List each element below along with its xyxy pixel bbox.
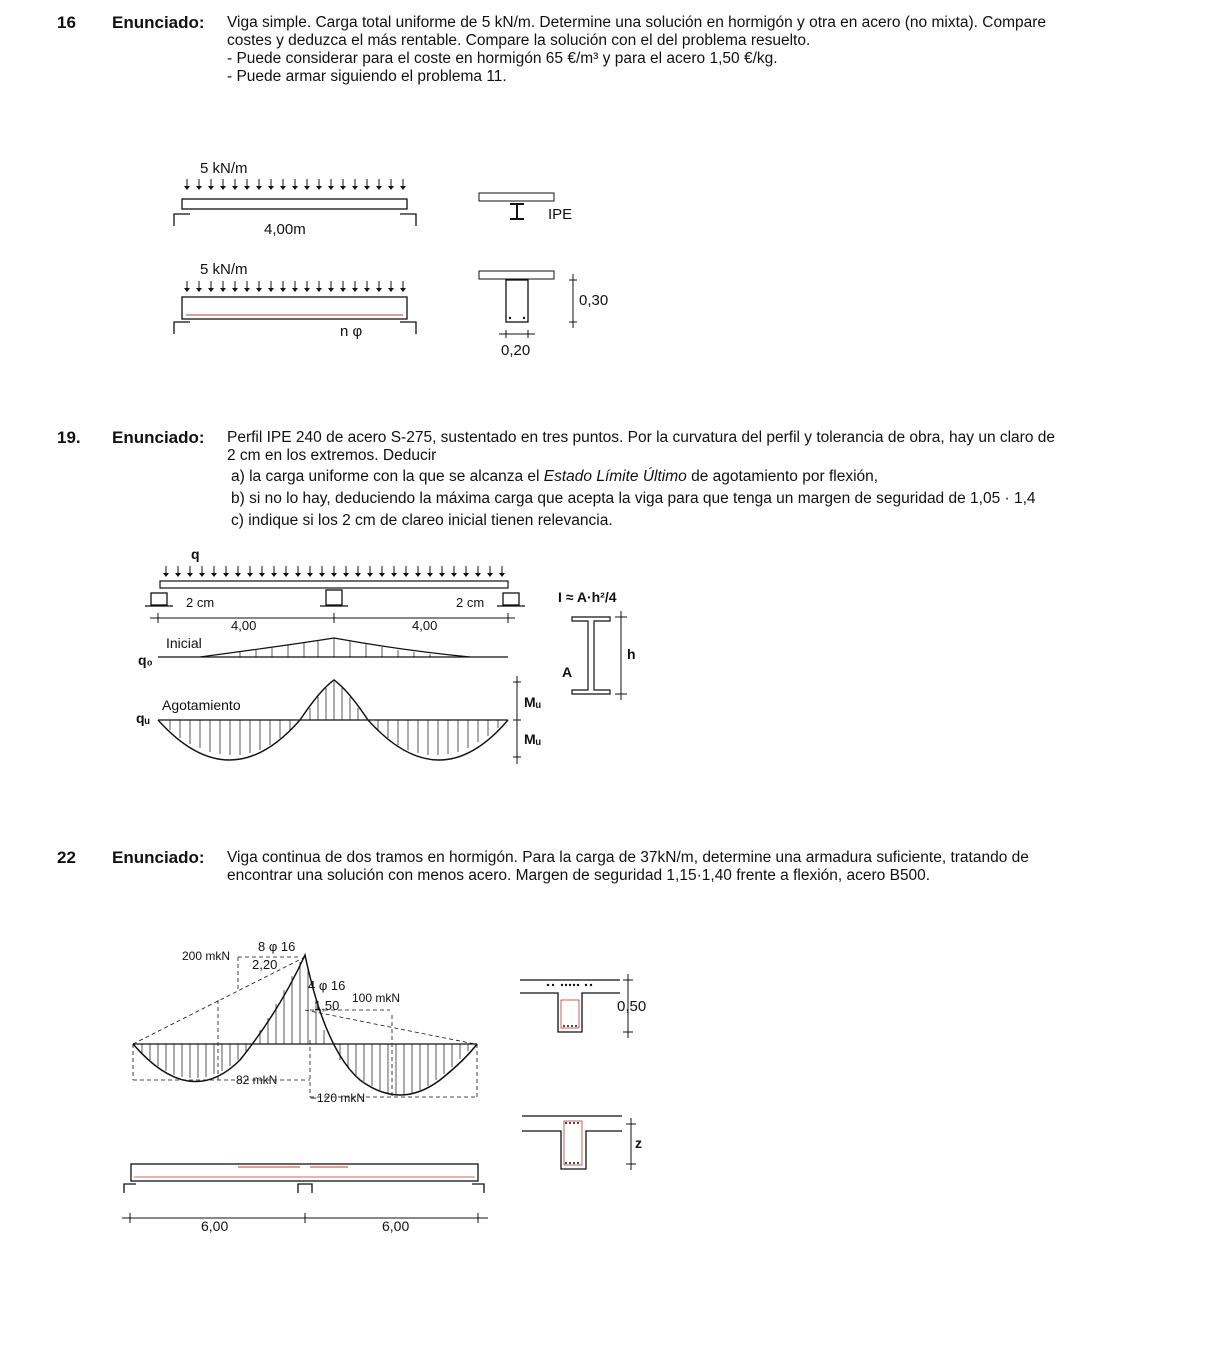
t-section-bottom xyxy=(522,1116,622,1169)
steel-beam xyxy=(182,199,407,209)
problem-19-figure xyxy=(0,540,1211,780)
slab-flange xyxy=(479,193,554,201)
moment-label-200: 200 mkN xyxy=(182,949,231,963)
support-left xyxy=(174,214,190,226)
failure-label: Agotamiento xyxy=(162,697,241,713)
load-label: 5 kN/m xyxy=(200,160,248,177)
a-label: A xyxy=(562,664,573,680)
problem-22-label: Enunciado: xyxy=(112,848,205,867)
q-label: q xyxy=(191,546,200,562)
depth-label: 0,50 xyxy=(617,998,647,1015)
problem-19-number: 19. xyxy=(57,428,81,447)
statement-line: 2 cm en los extremos. Deducir xyxy=(227,447,437,464)
gap-label-left: 2 cm xyxy=(186,595,215,610)
problem-16-figure xyxy=(0,0,1211,420)
moment-label-120: −120 mkN xyxy=(310,1091,366,1105)
span-label: 6,00 xyxy=(201,1218,229,1234)
initial-moment-curve xyxy=(200,638,470,657)
statement-line: Viga simple. Carga total uniforme de 5 kN/m. Determine una solución en hormigón y otra en acero (no mixta). Compare xyxy=(227,14,1047,31)
t-section-top xyxy=(520,980,620,1032)
item-c: c) indique si los 2 cm de clareo inicial tienen relevancia. xyxy=(231,512,613,529)
moment-hatching xyxy=(170,682,498,755)
span-label: 4,00m xyxy=(264,221,306,238)
dashed-reference-lines xyxy=(133,957,477,1097)
concrete-section xyxy=(506,280,528,322)
ipe-beam xyxy=(160,581,508,588)
span-dimension xyxy=(122,1213,488,1223)
length-label-220: 2,20 xyxy=(252,957,278,972)
problem-19-statement xyxy=(227,429,1055,465)
i-section-icon xyxy=(572,617,610,694)
height-label: 0,30 xyxy=(579,292,609,309)
gap-label-right: 2 cm xyxy=(456,595,485,610)
load-label: 5 kN/m xyxy=(200,261,248,278)
span-label: 4,00 xyxy=(412,618,438,633)
bars-label: n φ xyxy=(340,323,363,340)
statement-line: costes y deduzca el más rentable. Compare la solución con el del problema resuelto. xyxy=(227,32,811,49)
height-dimension xyxy=(569,274,577,328)
h-label: h xyxy=(627,646,636,662)
ipe-section-icon xyxy=(510,204,524,219)
bars-label-8: 8 φ 16 xyxy=(258,939,296,954)
moment-label-82: 82 mkN xyxy=(236,1073,278,1087)
concrete-beam xyxy=(182,297,407,319)
width-label: 0,20 xyxy=(501,342,531,359)
item-b: b) si no lo hay, deduciendo la máxima carga que acepta la viga para que tenga un margen de seguridad de 1,05 · 1,4 xyxy=(231,490,1036,507)
bars-label-4: 4 φ 16 xyxy=(308,978,346,993)
problem-16-number: 16 xyxy=(57,13,76,32)
mu-top-label: Mᵤ xyxy=(524,694,541,710)
formula-label: I ≈ A·h²/4 xyxy=(558,589,617,605)
length-label-150: 1,50 xyxy=(314,998,340,1013)
problem-22-number: 22 xyxy=(57,848,76,867)
support-right xyxy=(400,322,416,334)
h-dimension xyxy=(615,611,627,700)
profile-label: IPE xyxy=(548,206,573,223)
initial-label: Inicial xyxy=(166,635,202,651)
statement-line: - Puede armar siguiendo el problema 11. xyxy=(227,68,507,85)
problem-16-label: Enunciado: xyxy=(112,13,205,32)
problem-22-figure xyxy=(0,930,1211,1250)
statement-line: Viga continua de dos tramos en hormigón. Para la carga de 37kN/m, determine una armadura suficiente, tratando de xyxy=(227,849,1029,866)
supports xyxy=(124,1184,484,1193)
continuous-beam xyxy=(131,1164,478,1181)
span-dimension xyxy=(150,613,515,623)
width-dimension xyxy=(499,330,535,338)
z-label: z xyxy=(635,1135,642,1151)
problem-22-statement xyxy=(227,849,1029,885)
statement-line: Perfil IPE 240 de acero S-275, sustentado en tres puntos. Por la curvatura del perfil y tolerancia de obra, hay un claro de xyxy=(227,429,1056,446)
moment-hatching xyxy=(142,962,468,1095)
span-label: 4,00 xyxy=(231,618,257,633)
moment-label-100: 100 mkN xyxy=(352,991,401,1005)
support-left xyxy=(174,322,190,334)
support-right xyxy=(400,214,416,226)
moment-dimension xyxy=(513,676,521,764)
slab-flange xyxy=(479,271,554,279)
statement-line: encontrar una solución con menos acero. Margen de seguridad 1,15·1,40 frente a flexión, acero B500. xyxy=(227,867,931,884)
span-label: 6,00 xyxy=(382,1218,410,1234)
statement-line: - Puede considerar para el coste en hormigón 65 €/m³ y para el acero 1,50 €/kg. xyxy=(227,50,778,67)
moment-diagram-curve xyxy=(133,955,477,1095)
item-a: a) la carga uniforme con la que se alcanza el Estado Límite Último de agotamiento por flexión, xyxy=(231,468,879,485)
mu-bottom-label: Mᵤ xyxy=(524,731,541,747)
problem-19-label: Enunciado: xyxy=(112,428,205,447)
qu-label: qᵤ xyxy=(136,710,150,726)
problem-19-items xyxy=(231,466,1036,532)
q0-label: q₀ xyxy=(138,652,153,668)
